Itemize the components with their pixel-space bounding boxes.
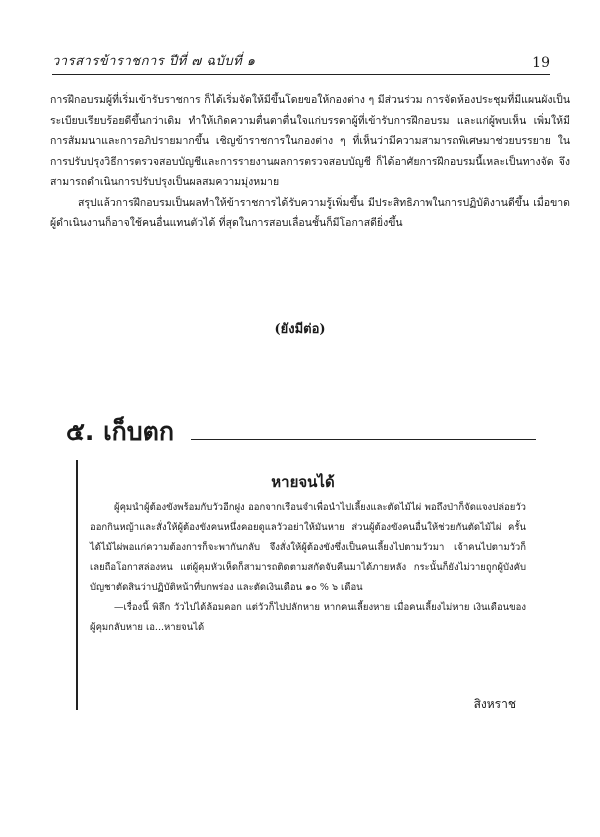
journal-title: วารสารข้าราชการ ปีที่ ๗ ฉบับที่ ๑ <box>52 54 256 69</box>
page-number: 19 <box>532 55 550 71</box>
story-title: หายจนได้ <box>271 473 335 491</box>
boxed-story <box>76 460 528 710</box>
article-paragraph: สรุปแล้วการฝึกอบรมเป็นผลทำให้ข้าราชการได้รับความรู้เพิ่มขึ้น มีประสิทธิภาพในการปฏิบัติงานดีขึ้น เมื่อขาดผู้ดำเนินงานก็อาจใช้คนอื่นแทนตัวได้ ที่สุดในการสอบเลื่อนชั้นก็มีโอกาสดียิ่งขึ้น <box>50 196 570 229</box>
continued-note: (ยังมีต่อ) <box>274 322 326 337</box>
story-paragraph: —เรื่องนี้ พิลึก วัวไปได้ล้อมคอก แต่วัวก็ไปปลักหาย หากคนเลี้ยงหาย เมื่อคนเลี้ยงไม่หาย เงินเดือนของผู้คุมกลับหาย เอ...หายจนได้ <box>90 602 526 633</box>
page-header <box>52 50 550 75</box>
section-header <box>66 415 536 451</box>
author-signature: สิงหราช <box>473 697 516 711</box>
section-rule <box>191 439 536 440</box>
article-paragraph: การฝึกอบรมผู้ที่เริ่มเข้ารับราชการ ก็ได้เริ่มจัดให้มีขึ้นโดยขอให้กองต่าง ๆ มีส่วนร่วม การจัดห้องประชุมที่มีแผนผังเป็นระเบียบเรียบร้อยดีขึ้นกว่าเดิม ทำให้เกิดความตื่นตาตื่นใจแก่บรรดาผู้ที่เข้ารับการฝึกอบรม และแก่ผู้พบเห็น เพิ่มให้มีการสัมมนาและการอภิปรายมากขึ้น เชิญข้าราชการในกองต่าง ๆ ที่เห็นว่ามีความสามารถพิเศษมาช่วยบรรยาย ในการปรับปรุงวิธีการตรวจสอบบัญชีและการรายงานผลการตรวจสอบบัญชี ก็ได้อาศัยการฝึกอบรมนี้เหละเป็นทางจัด จึงสามารถดำเนินการปรับปรุงเป็นผลสมความมุ่งหมาย <box>50 94 570 188</box>
story-paragraph: ผู้คุมนำผู้ต้องขังพร้อมกับวัวอีกฝูง ออกจากเรือนจำเพื่อนำไปเลี้ยงและตัดไม้ไผ่ พอถึงป่าก็จัดแจงปล่อยวัวออกกินหญ้าและสั่งให้ผู้ต้องขังคนหนึ่งคอยดูแลวัวอย่าให้มันหาย ส่วนผู้ต้องขังคนอื่นให้ช่วยกันตัดไม้ไผ่ ครั้นได้ไม้ไผ่พอแก่ความต้องการก็จะพากันกลับ จึงสั่งให้ผู้ต้องขังซึ่งเป็นคนเลี้ยงไปตามวัวมา เจ้าคนไปตามวัวก็เลยถือโอกาสล่องหน แต่ผู้คุมหัวเห็ดก็สามารถติดตามสกัดจับคืนมาได้ภายหลัง กระนั้นก็ยังไม่วายถูกผู้บังคับบัญชาตัดสินว่าปฏิบัติหน้าที่บกพร่อง และตัดเงินเดือน ๑๐ % ๖ เดือน <box>90 502 526 593</box>
section-title: ๕. เก็บตก <box>66 417 175 446</box>
story-body <box>90 498 526 638</box>
article-body <box>50 90 570 234</box>
